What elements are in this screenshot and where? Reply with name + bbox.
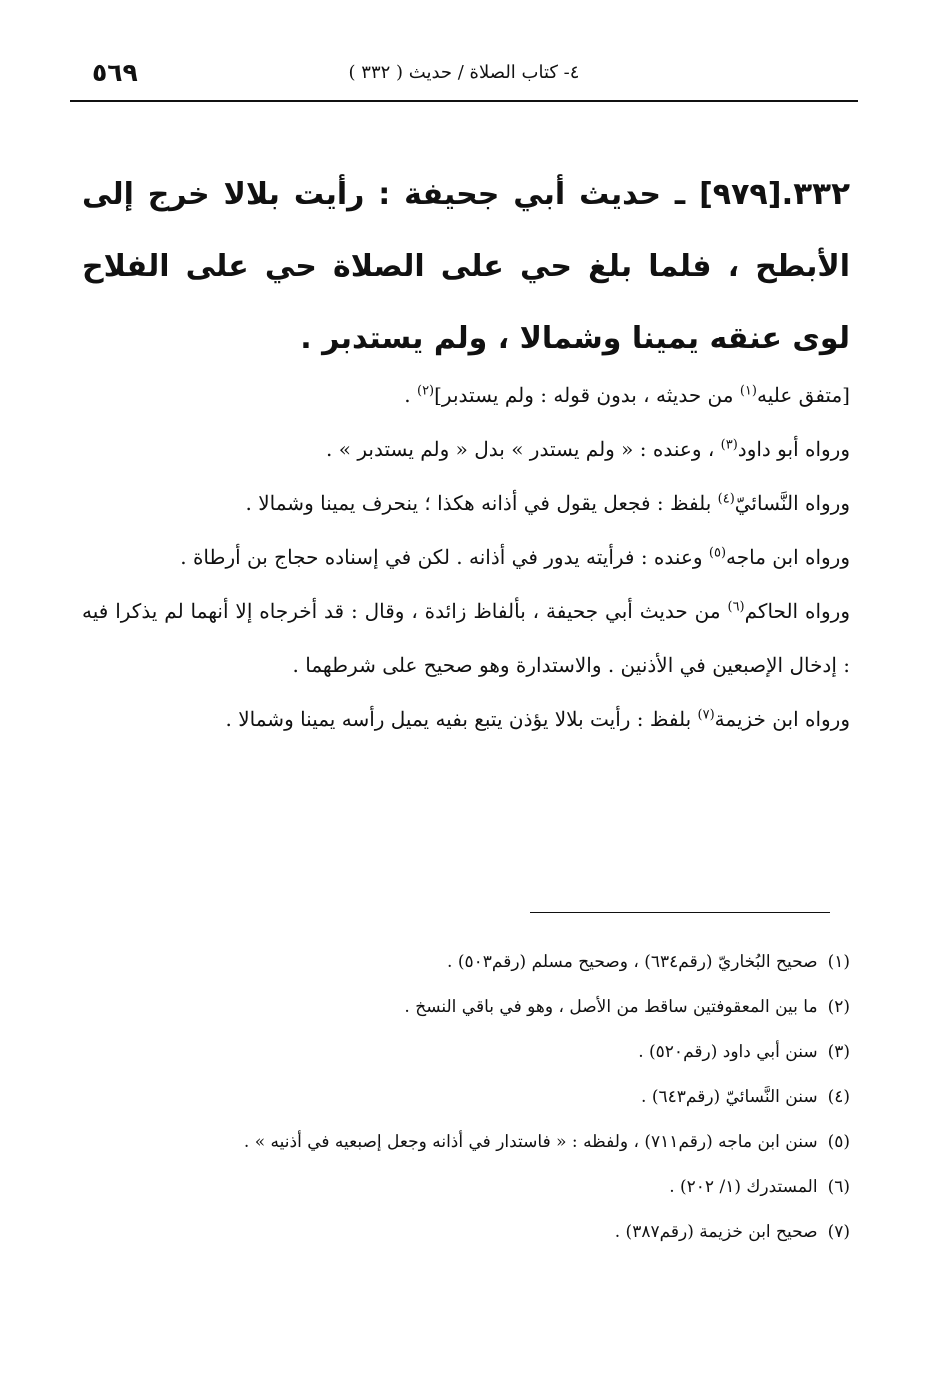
- footnote-ref[interactable]: (١): [739, 383, 757, 399]
- paragraph-text: ورواه ابن خزيمة: [714, 707, 850, 731]
- paragraph-ibn-khuzaymah: [82, 692, 850, 746]
- commentary: [82, 368, 850, 746]
- paragraph-text: ورواه أبو داود: [737, 437, 850, 461]
- paragraph-text: وعنده : فرأيته يدور في أذانه . لكن في إسناده حجاج بن أرطاة .: [180, 545, 709, 569]
- header-rule: [70, 100, 858, 102]
- paragraph-hakim: [82, 584, 850, 692]
- footnotes: [90, 940, 850, 1255]
- footnote: [90, 1165, 850, 1210]
- footnote-ref[interactable]: (٣): [720, 437, 738, 453]
- footnote-number: (٤): [827, 1087, 850, 1107]
- paragraph-abu-dawud: [82, 422, 850, 476]
- footnote-ref[interactable]: (٢): [416, 383, 435, 399]
- footnote: [90, 985, 850, 1030]
- paragraph-nasai: [82, 476, 850, 530]
- footnote-text: سنن أبي داود (رقم٥٢٠) .: [638, 1042, 818, 1062]
- footnote: [90, 1120, 850, 1165]
- hadith-number: ٣٣٢.: [781, 176, 850, 212]
- footnote-number: (١): [827, 952, 850, 972]
- footnote-text: صحيح ابن خزيمة (رقم٣٨٧) .: [614, 1222, 818, 1242]
- paragraph-text: ورواه الحاكم: [744, 599, 851, 623]
- footnote-number: (٦): [827, 1177, 850, 1197]
- footnote-number: (٣): [827, 1042, 850, 1062]
- paragraph-text: ورواه النَّسائيّ: [734, 491, 850, 515]
- paragraph-takhrij: [82, 368, 850, 422]
- footnote: [90, 1210, 850, 1255]
- footnote-separator: [530, 912, 830, 913]
- running-head: ٤- كتاب الصلاة / حديث ( ٣٣٢ ): [348, 62, 580, 83]
- paragraph-text: [متفق عليه: [756, 383, 850, 407]
- footnote-number: (٥): [827, 1132, 850, 1152]
- footnote-text: سنن النَّسائيّ (رقم٦٤٣) .: [641, 1087, 818, 1107]
- footnote-ref[interactable]: (٤): [717, 491, 735, 507]
- footnote-text: المستدرك (١/ ٢٠٢) .: [669, 1177, 818, 1197]
- hadith-text: [82, 158, 850, 375]
- paragraph-text: بلفظ : رأيت بلالا يؤذن يتبع بفيه يميل رأسه يمينا وشمالا .: [225, 707, 698, 731]
- footnote-ref[interactable]: (٦): [727, 599, 745, 615]
- footnote: [90, 940, 850, 985]
- paragraph-text: بلفظ : فجعل يقول في أذانه هكذا ؛ ينحرف يمينا وشمالا .: [245, 491, 718, 515]
- footnote: [90, 1030, 850, 1075]
- paragraph-text: ورواه ابن ماجه: [726, 545, 850, 569]
- paragraph-text: من حديث أبي جحيفة ، بألفاظ زائدة ، وقال : قد أخرجاه إلا أنهما لم يذكرا فيه : إدخال الإصبعين في الأذنين . والاستدارة وهو صحيح على شرطهما .: [82, 599, 850, 677]
- hadith-bracket-number: [٩٧٩]: [699, 177, 782, 212]
- paragraph-text: .: [404, 383, 417, 407]
- page-header: [70, 58, 858, 98]
- footnote-text: صحيح البُخاريّ (رقم٦٣٤) ، وصحيح مسلم (رقم٥٠٣) .: [447, 952, 818, 972]
- footnote-text: ما بين المعقوفتين ساقط من الأصل ، وهو في باقي النسخ .: [404, 997, 818, 1017]
- footnote-ref[interactable]: (٥): [708, 545, 727, 561]
- footnote-number: (٢): [827, 997, 850, 1017]
- footnote-number: (٧): [827, 1222, 850, 1242]
- footnote-text: سنن ابن ماجه (رقم٧١١) ، ولفظه : « فاستدار في أذانه وجعل إصبعيه في أذنيه » .: [243, 1132, 818, 1152]
- paragraph-ibn-majah: [82, 530, 850, 584]
- paragraph-text: ، وعنده : « ولم يستدر » بدل « ولم يستدبر » .: [326, 437, 721, 461]
- page-number: ٥٦٩: [92, 58, 138, 87]
- paragraph-text: من حديثه ، بدون قوله : ولم يستدبر]: [434, 383, 740, 407]
- footnote-ref[interactable]: (٧): [697, 707, 715, 723]
- footnote: [90, 1075, 850, 1120]
- hadith-body: ـ حديث أبي جحيفة : رأيت بلالا خرج إلى الأبطح ، فلما بلغ حي على الصلاة حي على الفلاح لوى عنقه يمينا وشمالا ، ولم يستدبر .: [82, 177, 850, 356]
